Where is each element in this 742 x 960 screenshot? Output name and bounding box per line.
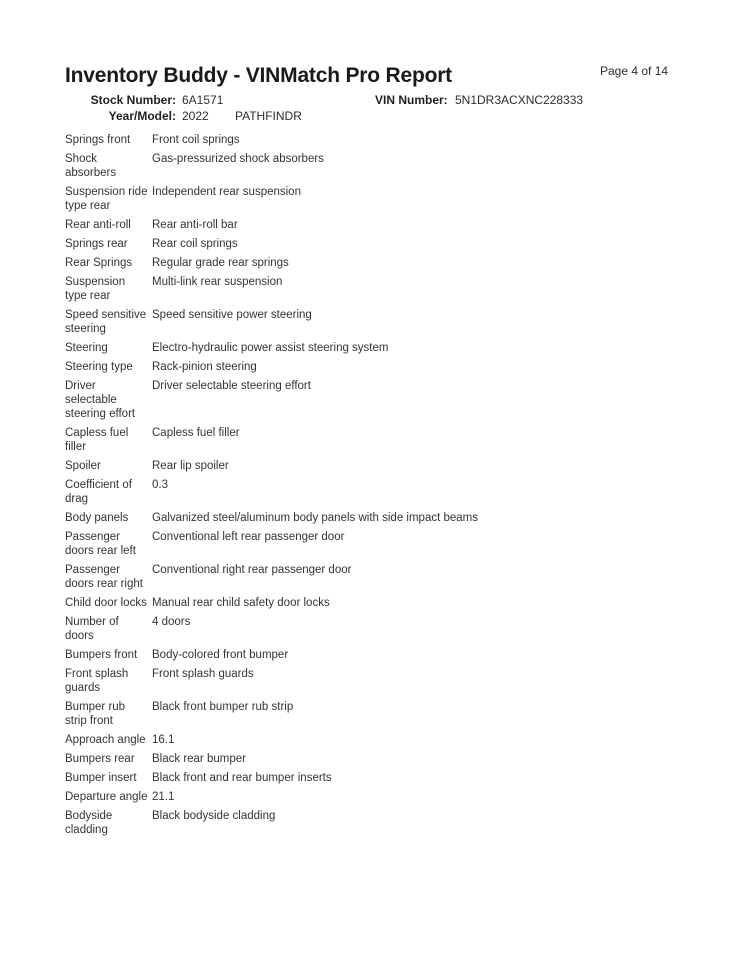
table-row — [65, 648, 685, 662]
spec-label: Speed sensitive steering — [65, 309, 147, 335]
year-value: 2022 — [182, 109, 209, 123]
spec-label: Steering type — [65, 361, 133, 373]
spec-label: Body panels — [65, 512, 129, 524]
spec-value: Rear coil springs — [152, 238, 238, 250]
spec-label: Child door locks — [65, 597, 147, 609]
spec-value: Manual rear child safety door locks — [152, 597, 330, 609]
spec-label: Bumper insert — [65, 772, 137, 784]
table-row — [65, 218, 685, 232]
spec-label: Front splash guards — [65, 668, 129, 694]
spec-value: Speed sensitive power steering — [152, 309, 312, 321]
spec-value: Rear anti-roll bar — [152, 219, 238, 231]
spec-label: Bumper rub strip front — [65, 701, 126, 727]
table-row — [65, 152, 685, 180]
spec-label: Bumpers front — [65, 649, 138, 661]
table-row — [65, 478, 685, 506]
spec-label: Suspension ride type rear — [65, 186, 148, 212]
table-row — [65, 237, 685, 251]
model-value: PATHFINDR — [235, 109, 302, 123]
spec-label: Shock absorbers — [65, 153, 117, 179]
table-row — [65, 771, 685, 785]
page-title: Inventory Buddy - VINMatch Pro Report — [65, 64, 452, 87]
spec-label: Rear anti-roll — [65, 219, 131, 231]
spec-label: Number of doors — [65, 616, 119, 642]
table-row — [65, 511, 685, 525]
spec-value: 21.1 — [152, 791, 175, 803]
spec-value: Conventional right rear passenger door — [152, 564, 352, 576]
stock-number-label: Stock Number: — [90, 93, 176, 107]
spec-value: Galvanized steel/aluminum body panels with side impact beams — [152, 512, 478, 524]
spec-value: 0.3 — [152, 479, 168, 491]
spec-label: Spoiler — [65, 460, 101, 472]
spec-value: Conventional left rear passenger door — [152, 531, 345, 543]
spec-label: Steering — [65, 342, 108, 354]
table-row — [65, 752, 685, 766]
table-row — [65, 360, 685, 374]
table-row — [65, 426, 685, 454]
spec-value: Rack-pinion steering — [152, 361, 257, 373]
spec-label: Springs front — [65, 134, 131, 146]
spec-value: Black rear bumper — [152, 753, 246, 765]
spec-value: Regular grade rear springs — [152, 257, 289, 269]
table-row — [65, 700, 685, 728]
page-number-indicator: Page 4 of 14 — [600, 64, 669, 78]
table-row — [65, 615, 685, 643]
spec-label: Coefficient of drag — [65, 479, 132, 505]
year-model-label: Year/Model: — [108, 109, 176, 123]
table-row — [65, 308, 685, 336]
table-row — [65, 459, 685, 473]
table-row — [65, 563, 685, 591]
spec-value: Capless fuel filler — [152, 427, 240, 439]
table-row — [65, 790, 685, 804]
table-row — [65, 596, 685, 610]
table-row — [65, 809, 685, 837]
spec-value: Driver selectable steering effort — [152, 380, 311, 392]
stock-number-value: 6A1571 — [182, 93, 224, 107]
table-row — [65, 341, 685, 355]
spec-value: Black front and rear bumper inserts — [152, 772, 332, 784]
spec-label: Springs rear — [65, 238, 128, 250]
spec-value: 4 doors — [152, 616, 191, 628]
spec-value: Independent rear suspension — [152, 186, 301, 198]
spec-value: Body-colored front bumper — [152, 649, 289, 661]
table-row — [65, 275, 685, 303]
spec-label: Passenger doors rear left — [65, 531, 136, 557]
spec-label: Capless fuel filler — [65, 427, 129, 453]
table-row — [65, 530, 685, 558]
spec-label: Suspension type rear — [65, 276, 126, 302]
spec-value: Multi-link rear suspension — [152, 276, 283, 288]
spec-label: Rear Springs — [65, 257, 133, 269]
spec-value: Front splash guards — [152, 668, 254, 680]
spec-label: Departure angle — [65, 791, 148, 803]
spec-value: Electro-hydraulic power assist steering system — [152, 342, 389, 354]
spec-value: Gas-pressurized shock absorbers — [152, 153, 324, 165]
spec-label: Bumpers rear — [65, 753, 135, 765]
table-row — [65, 133, 685, 147]
spec-value: Black bodyside cladding — [152, 810, 276, 822]
spec-value: Rear lip spoiler — [152, 460, 229, 472]
spec-value: Front coil springs — [152, 134, 240, 146]
vin-number-label: VIN Number: — [375, 93, 448, 107]
table-row — [65, 379, 685, 421]
table-row — [65, 256, 685, 270]
table-row — [65, 185, 685, 213]
table-row — [65, 667, 685, 695]
spec-value: Black front bumper rub strip — [152, 701, 294, 713]
spec-label: Driver selectable steering effort — [65, 380, 136, 420]
spec-label: Bodyside cladding — [65, 810, 113, 836]
spec-label: Approach angle — [65, 734, 146, 746]
table-row — [65, 733, 685, 747]
vin-number-value: 5N1DR3ACXNC228333 — [455, 93, 584, 107]
spec-table — [65, 133, 685, 842]
spec-value: 16.1 — [152, 734, 175, 746]
spec-label: Passenger doors rear right — [65, 564, 143, 590]
